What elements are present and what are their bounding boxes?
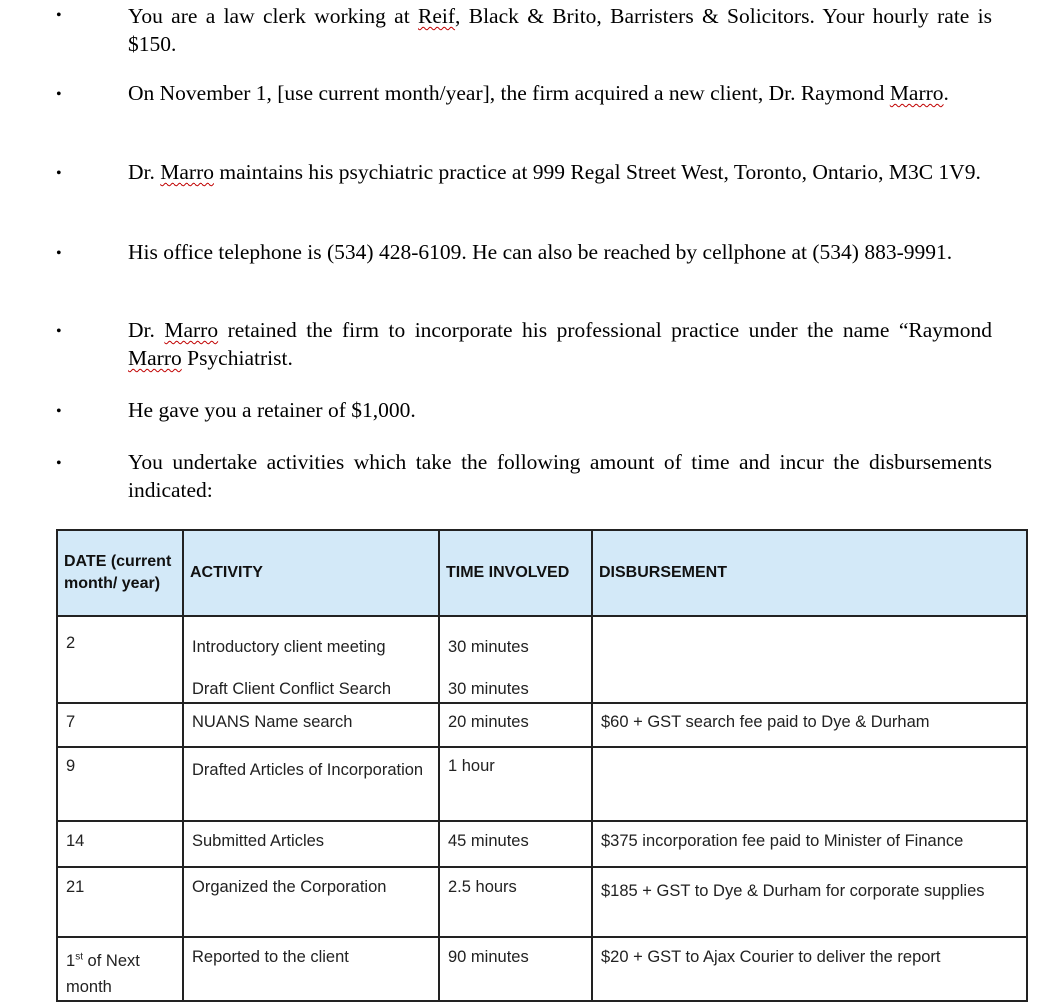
- bullet-dot-icon: •: [56, 165, 62, 182]
- bullet-dot-icon: •: [56, 245, 62, 262]
- time-cell: 45 minutes: [439, 821, 592, 867]
- spellcheck-word: Marro: [164, 318, 219, 342]
- table-header-row: [57, 530, 1027, 616]
- time-cell: 2.5 hours: [439, 867, 592, 937]
- spellcheck-word: Marro: [160, 160, 214, 184]
- bullet-text: His office telephone is (534) 428-6109. He can also be reached by cellphone at (534) 883-9991.: [128, 240, 953, 264]
- bullet-text: Dr. Marro retained the firm to incorporate his professional practice under the name “Raymond Marro Psychiatrist.: [128, 318, 993, 370]
- bullet-text: You are a law clerk working at Reif, Black & Brito, Barristers & Solicitors. Your hourly rate is $150.: [128, 4, 992, 56]
- spellcheck-word: Marro: [889, 81, 944, 105]
- activity-entry: Draft Client Conflict Search: [192, 680, 391, 698]
- disbursement-cell: $20 + GST to Ajax Courier to deliver the report: [592, 937, 1027, 1001]
- activity-cell: [183, 616, 439, 703]
- time-cell: 90 minutes: [439, 937, 592, 1001]
- date-cell: 21: [57, 867, 183, 937]
- time-cell: 20 minutes: [439, 703, 592, 747]
- activity-cell: NUANS Name search: [183, 703, 439, 747]
- bullet-dot-icon: •: [56, 403, 62, 420]
- activity-cell: Reported to the client: [183, 937, 439, 1001]
- spellcheck-word: Reif: [418, 4, 456, 28]
- activity-cell: Submitted Articles: [183, 821, 439, 867]
- date-cell: 9: [57, 747, 183, 821]
- time-entry: 30 minutes: [448, 680, 529, 698]
- activity-cell: Organized the Corporation: [183, 867, 439, 937]
- activity-table: [56, 529, 1028, 1002]
- table-row: [57, 747, 1027, 821]
- date-cell: 14: [57, 821, 183, 867]
- date-cell: 1st of Next month: [57, 937, 183, 1001]
- disbursement-cell: [592, 747, 1027, 821]
- spellcheck-word: Marro: [128, 346, 182, 370]
- column-header-date: DATE (current month/ year): [57, 530, 183, 616]
- table-row: [57, 616, 1027, 703]
- disbursement-cell: [592, 616, 1027, 703]
- date-cell: 2: [57, 616, 183, 703]
- table-row: [57, 867, 1027, 937]
- column-header-time: TIME INVOLVED: [439, 530, 592, 616]
- disbursement-cell: $185 + GST to Dye & Durham for corporate supplies: [592, 867, 1027, 937]
- table-row: [57, 703, 1027, 747]
- disbursement-cell: $375 incorporation fee paid to Minister of Finance: [592, 821, 1027, 867]
- column-header-activity: ACTIVITY: [183, 530, 439, 616]
- disbursement-cell: $60 + GST search fee paid to Dye & Durham: [592, 703, 1027, 747]
- bullet-text: On November 1, [use current month/year], the firm acquired a new client, Dr. Raymond Marro.: [128, 81, 949, 105]
- bullet-text: Dr. Marro maintains his psychiatric practice at 999 Regal Street West, Toronto, Ontario, M3C 1V9.: [128, 160, 981, 184]
- table-row: [57, 937, 1027, 1001]
- activity-entry: Introductory client meeting: [192, 638, 386, 656]
- time-cell: [439, 616, 592, 703]
- bullet-text: He gave you a retainer of $1,000.: [128, 398, 416, 422]
- bullet-text: You undertake activities which take the following amount of time and incur the disbursements indicated:: [128, 450, 992, 502]
- time-entry: 30 minutes: [448, 638, 529, 656]
- activity-cell: Drafted Articles of Incorporation: [183, 747, 439, 821]
- bullet-dot-icon: •: [56, 455, 62, 472]
- bullet-dot-icon: •: [56, 323, 62, 340]
- time-cell: 1 hour: [439, 747, 592, 821]
- column-header-disbursement: DISBURSEMENT: [592, 530, 1027, 616]
- bullet-dot-icon: •: [56, 7, 62, 24]
- date-cell: 7: [57, 703, 183, 747]
- table-row: [57, 821, 1027, 867]
- bullet-dot-icon: •: [56, 86, 62, 103]
